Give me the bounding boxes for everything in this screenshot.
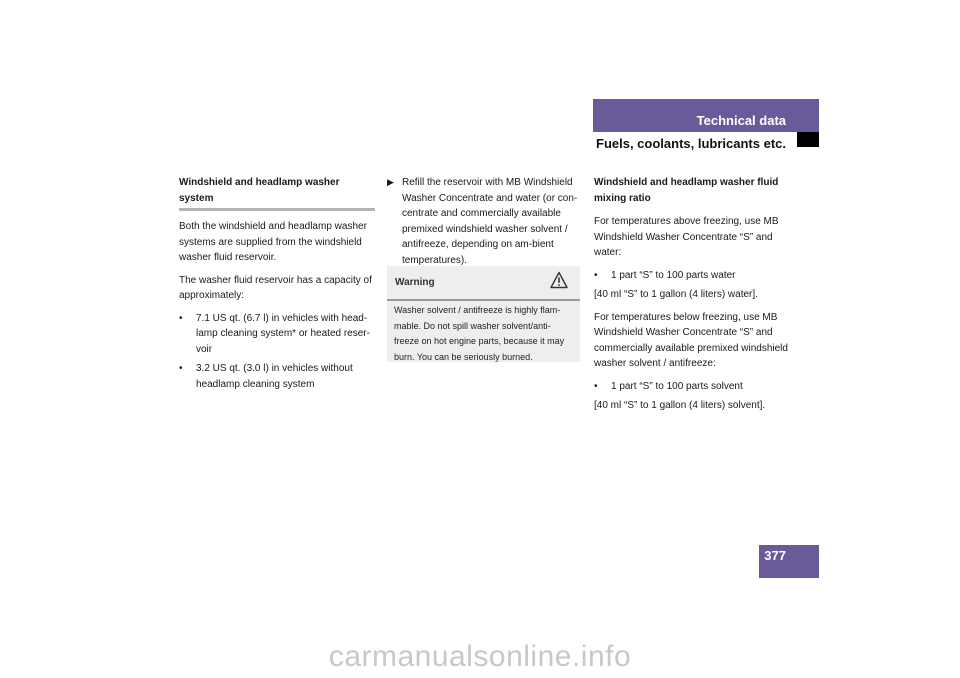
list-item-text: 1 part “S” to 100 parts water: [611, 269, 736, 281]
bullet-icon: •: [179, 312, 183, 324]
list-item: [594, 268, 790, 284]
list-item: [179, 361, 375, 392]
warning-text: Washer solvent / antifreeze is highly flam-mable. Do not spill washer solvent/anti-freeze on hot engine parts, because it may burn. You can be seriously burned.: [394, 305, 565, 362]
refill-instruction-text: Refill the reservoir with MB Windshield Washer Concentrate and water (or con-centrate and commercially available premixed windshield washer solvent / antifreeze, depending on am-bient temperatures).: [402, 177, 578, 266]
page-number: 377: [764, 548, 786, 563]
bullet-icon: •: [594, 380, 598, 392]
list-item: [179, 311, 375, 358]
list-item-text: 7.1 US qt. (6.7 l) in vehicles with head-lamp cleaning system* or heated reser-voir: [196, 312, 370, 355]
section-header-bar: [593, 99, 819, 132]
refill-instruction: [387, 175, 583, 268]
water-ratio-note: [40 ml “S” to 1 gallon (4 liters) water].: [594, 289, 758, 300]
action-arrow-icon: ▶: [387, 177, 394, 187]
warning-triangle-icon: [550, 271, 568, 294]
warning-box: [387, 266, 580, 362]
bullet-icon: •: [594, 269, 598, 281]
page-number-box: [759, 545, 819, 578]
mixing-ratio-heading: Windshield and headlamp washer fluid mixing ratio: [594, 177, 779, 204]
section-tab-marker: [797, 132, 819, 147]
below-freezing-paragraph: For temperatures below freezing, use MB Windshield Washer Concentrate “S” and commercially available premixed windshield washer solvent / antifreeze:: [594, 311, 788, 369]
section-subtitle: Fuels, coolants, lubricants etc.: [596, 136, 786, 151]
washer-system-paragraph: Both the windshield and headlamp washer systems are supplied from the windshield washer fluid reservoir.: [179, 221, 367, 263]
warning-title: Warning: [395, 277, 435, 288]
section-title: Technical data: [696, 113, 786, 128]
middle-column: [387, 175, 583, 268]
capacity-paragraph: The washer fluid reservoir has a capacity of approximately:: [179, 274, 372, 301]
list-item-text: 3.2 US qt. (3.0 l) in vehicles without headlamp cleaning system: [196, 363, 353, 390]
left-column: [179, 175, 375, 396]
above-freezing-paragraph: For temperatures above freezing, use MB Windshield Washer Concentrate “S” and water:: [594, 216, 779, 258]
right-column: [594, 175, 790, 421]
warning-divider: [387, 299, 580, 301]
solvent-ratio-note: [40 ml “S” to 1 gallon (4 liters) solvent].: [594, 400, 766, 411]
watermark: carmanualsonline.info: [328, 640, 632, 673]
list-item-text: 1 part “S” to 100 parts solvent: [611, 380, 743, 392]
list-item: [594, 379, 790, 395]
washer-system-heading: Windshield and headlamp washer system: [179, 175, 375, 211]
bullet-icon: •: [179, 363, 183, 374]
